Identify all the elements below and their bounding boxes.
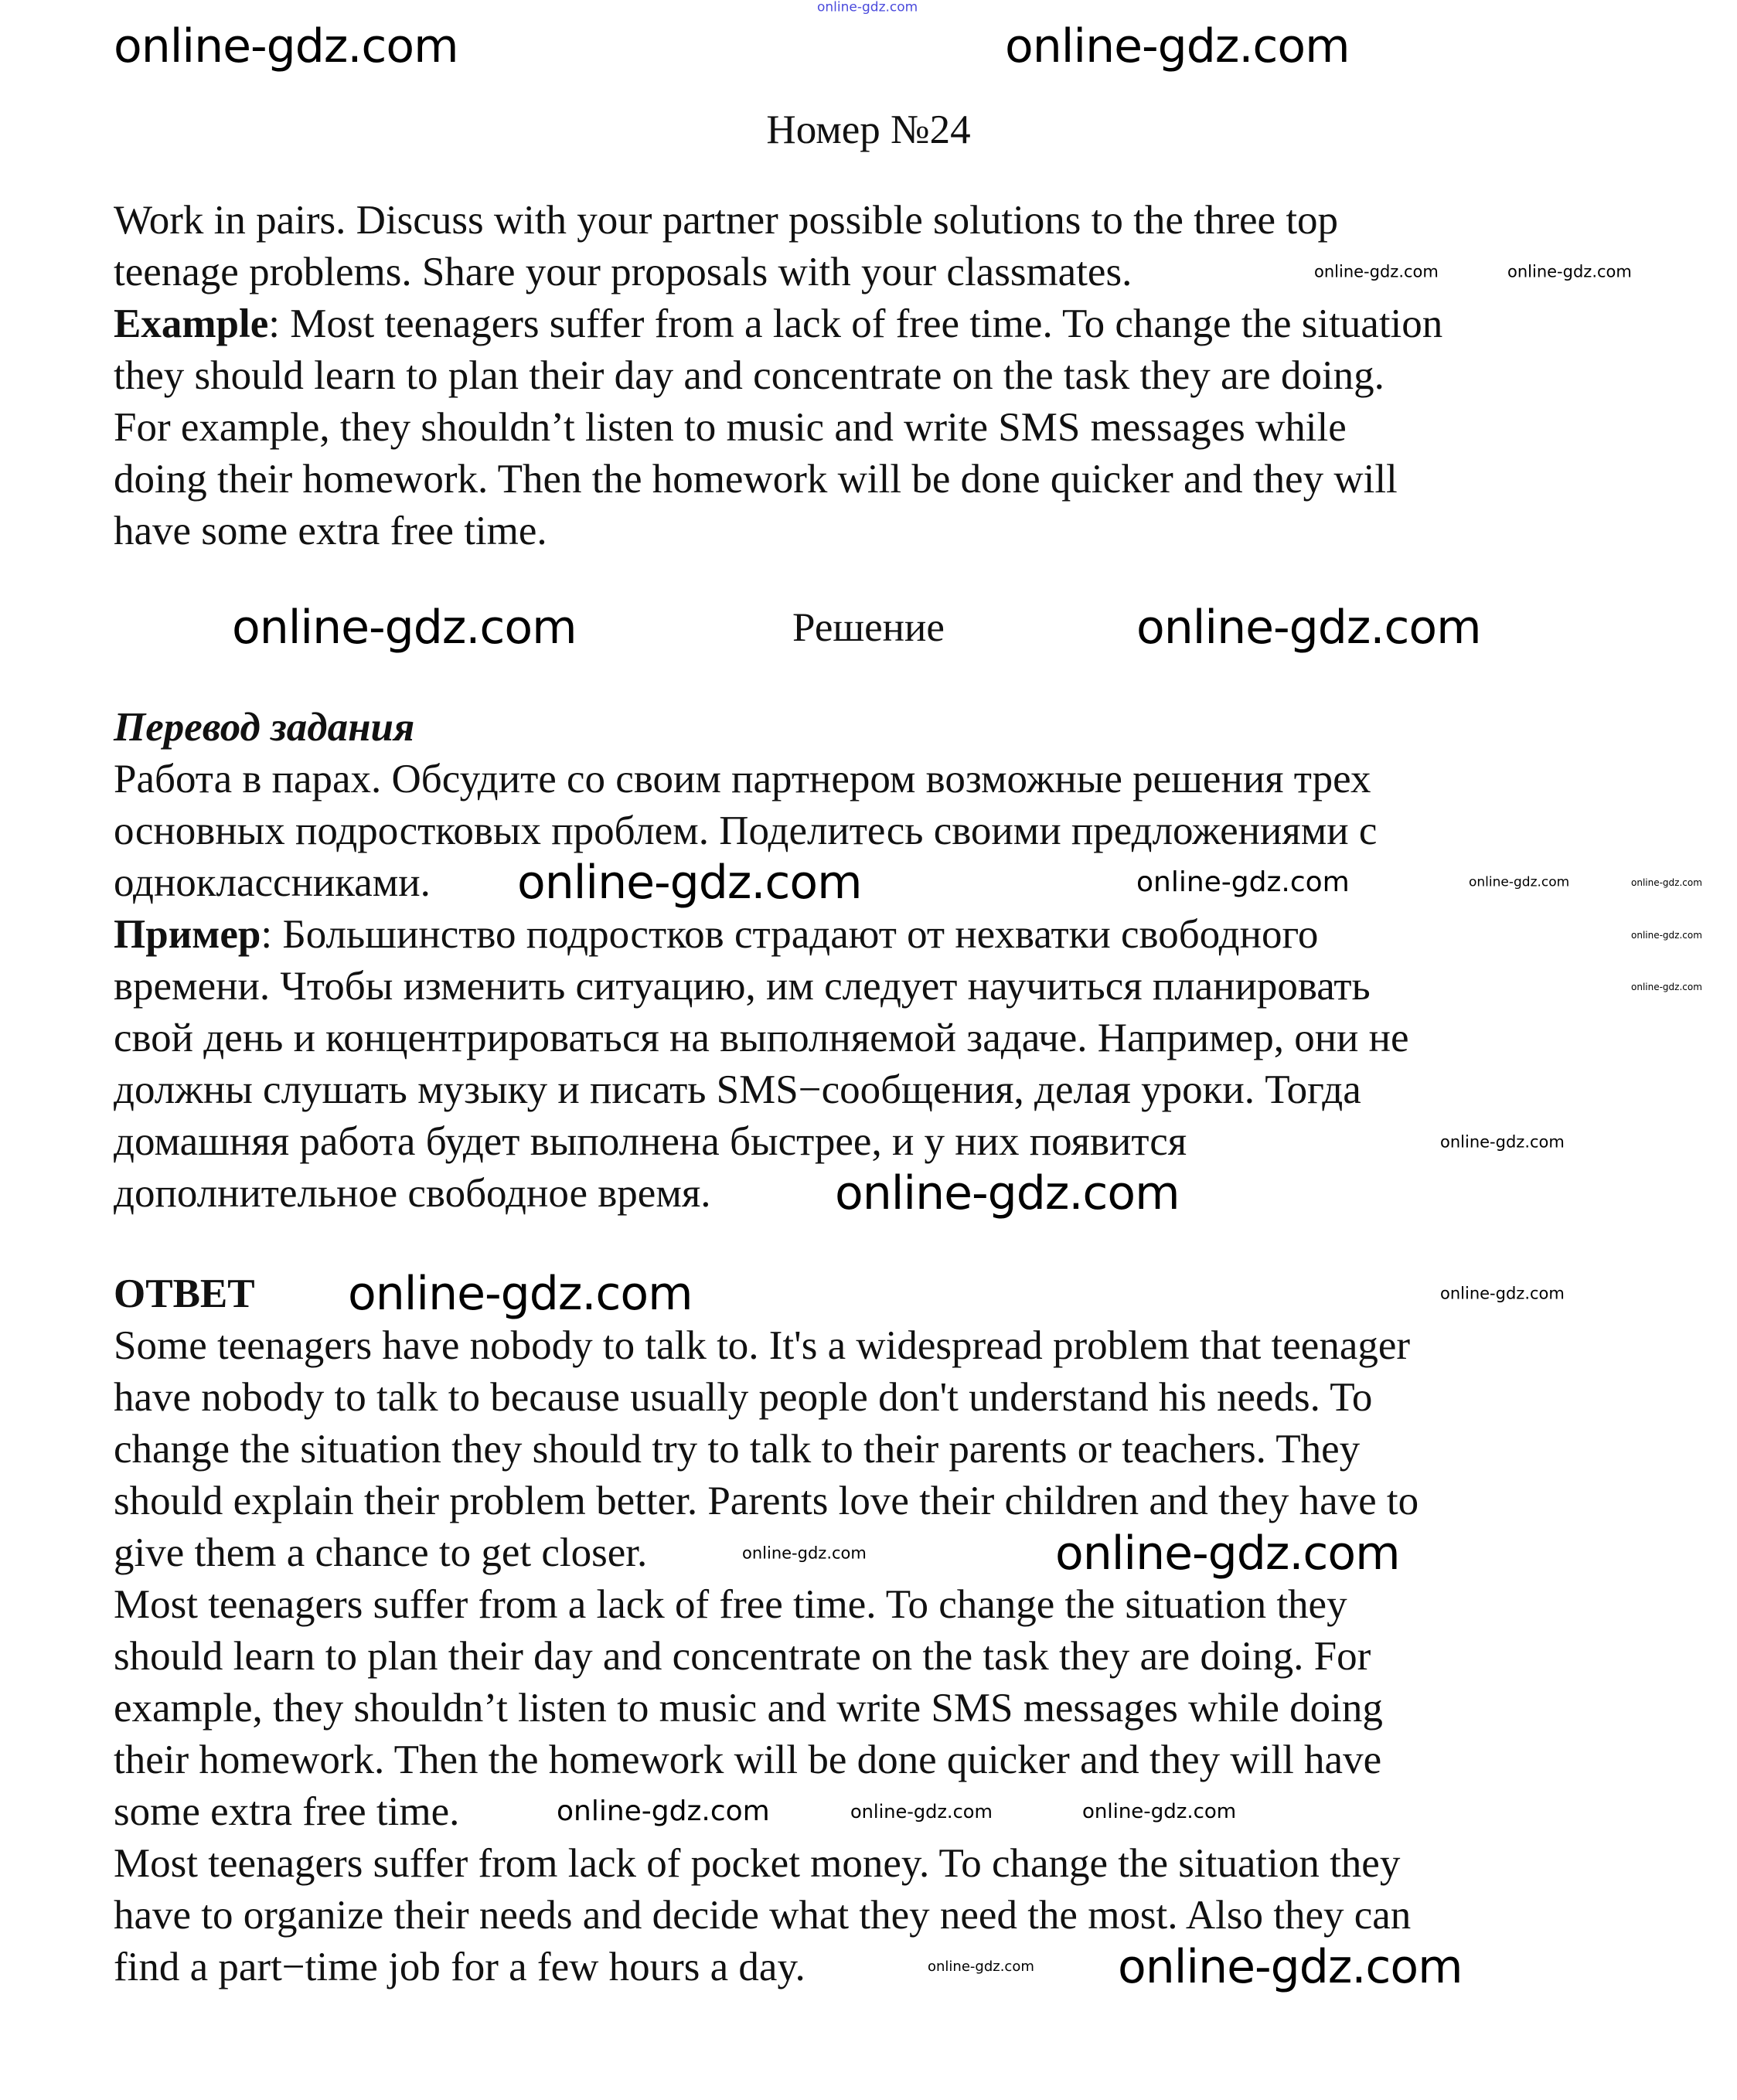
text-fragment: : Большинство подростков страдают от нехватки свободного (261, 912, 1319, 957)
translation-text (114, 702, 1409, 1220)
text-line: give them a chance to get closer. (114, 1530, 648, 1575)
text-line: they should learn to plan their day and concentrate on the task they are doing. (114, 353, 1384, 398)
text-line: have some extra free time. (114, 509, 547, 553)
watermark: online-gdz.com (928, 1959, 1034, 1975)
text-line: основных подростковых проблем. Поделитесь своими предложениями с (114, 808, 1378, 853)
text-line: teenage problems. Share your proposals with your classmates. (114, 250, 1132, 294)
answer-heading (114, 1268, 1419, 1320)
text-line: should learn to plan their day and concentrate on the task they are doing. For (114, 1634, 1371, 1679)
watermark: online-gdz.com (1082, 1800, 1237, 1823)
text-line: example, they shouldn’t listen to music and write SMS messages while doing (114, 1686, 1383, 1731)
text-line: домашняя работа будет выполнена быстрее, и у них появится (114, 1119, 1187, 1164)
text-line: Most teenagers suffer from lack of pocket money. To change the situation they (114, 1841, 1401, 1886)
watermark: online-gdz.com (1440, 1132, 1565, 1152)
watermark: online-gdz.com (742, 1544, 867, 1563)
text-line: Work in pairs. Discuss with your partner possible solutions to the three top (114, 198, 1339, 243)
text-fragment: : Most teenagers suffer from a lack of free time. To change the situation (268, 301, 1443, 346)
heading-text: ОТВЕТ (114, 1271, 255, 1316)
heading-text: Перевод задания (114, 705, 415, 750)
text-line: have nobody to talk to because usually people don't understand his needs. To (114, 1375, 1373, 1420)
text-line: одноклассниками. (114, 860, 431, 905)
watermark: online-gdz.com (1440, 1284, 1565, 1303)
watermark: online-gdz.com (1136, 601, 1481, 655)
text-line: some extra free time. (114, 1789, 460, 1834)
solution-heading: Решение (792, 605, 945, 650)
task-text (114, 195, 1442, 557)
watermark: online-gdz.com (348, 1267, 693, 1321)
text-line (114, 298, 1442, 350)
text-line: For example, they shouldn’t listen to music and write SMS messages while (114, 405, 1347, 450)
text-line: дополнительное свободное время. (114, 1171, 711, 1216)
watermark: online-gdz.com (1507, 262, 1632, 281)
page-title: Номер №24 (766, 107, 971, 152)
watermark: online-gdz.com (517, 856, 862, 910)
watermark: online-gdz.com (232, 601, 577, 655)
text-line (114, 909, 1409, 961)
text-line: doing their homework. Then the homework will be done quicker and they will (114, 457, 1398, 502)
watermark: online-gdz.com (1314, 262, 1439, 281)
watermark: online-gdz.com (1005, 19, 1350, 73)
watermark: online-gdz.com (850, 1801, 993, 1823)
watermark: online-gdz.com (1118, 1940, 1463, 1994)
watermark: online-gdz.com (835, 1166, 1180, 1220)
example-label: Example (114, 301, 269, 346)
example-label: Пример (114, 912, 261, 957)
translation-heading (114, 702, 1409, 754)
answer-text (114, 1268, 1419, 1993)
watermark: online-gdz.com (1055, 1526, 1400, 1581)
text-line: Most teenagers suffer from a lack of free time. To change the situation they (114, 1582, 1347, 1627)
watermark: online-gdz.com (817, 0, 918, 15)
watermark: online-gdz.com (1631, 982, 1702, 992)
text-line: find a part−time job for a few hours a day. (114, 1945, 805, 1989)
watermark: online-gdz.com (1631, 877, 1702, 888)
watermark: online-gdz.com (1631, 930, 1702, 941)
text-line: have to organize their needs and decide what they need the most. Also they can (114, 1893, 1412, 1938)
watermark: online-gdz.com (557, 1795, 770, 1827)
text-line: должны слушать музыку и писать SMS−сообщения, делая уроки. Тогда (114, 1067, 1361, 1112)
watermark: online-gdz.com (1136, 866, 1350, 898)
text-line: their homework. Then the homework will be done quicker and they will have (114, 1738, 1382, 1782)
watermark: online-gdz.com (1469, 874, 1570, 890)
text-line: change the situation they should try to talk to their parents or teachers. They (114, 1427, 1361, 1472)
text-line: should explain their problem better. Parents love their children and they have to (114, 1479, 1419, 1523)
text-line: времени. Чтобы изменить ситуацию, им следует научиться планировать (114, 964, 1371, 1009)
text-line: Some teenagers have nobody to talk to. It's a widespread problem that teenager (114, 1323, 1411, 1368)
watermark: online-gdz.com (114, 19, 458, 73)
text-line: свой день и концентрироваться на выполняемой задаче. Например, они не (114, 1016, 1409, 1060)
text-line: Работа в парах. Обсудите со своим партнером возможные решения трех (114, 757, 1371, 802)
